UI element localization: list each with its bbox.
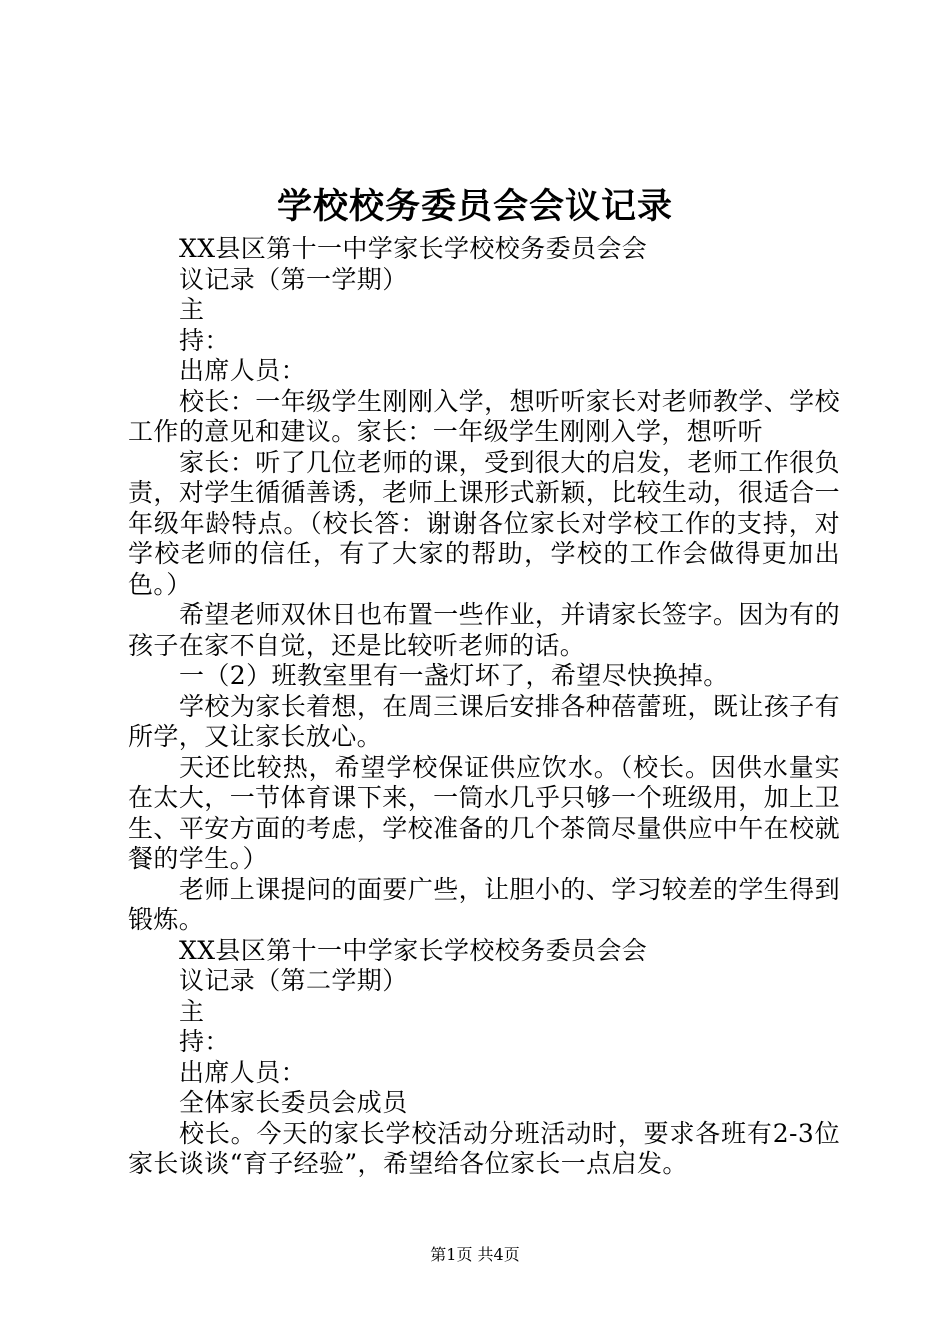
paragraph: 学校为家长着想，在周三课后安排各种蓓蕾班，既让孩子有所学，又让家长放心。 [128, 691, 840, 751]
document-body [128, 234, 840, 1180]
document-title: 学校校务委员会会议记录 [276, 186, 673, 227]
paragraph: XX县区第十一中学家长学校校务委员会会 [179, 234, 648, 263]
paragraph: 持： [179, 1027, 230, 1056]
paragraph: 出席人员： [179, 356, 307, 385]
paragraph: 出席人员： [179, 1057, 307, 1087]
paragraph: 校长：一年级学生刚刚入学，想听听家长对老师教学、学校工作的意见和建议。家长：一年级学生刚刚入学，想听听 [128, 386, 840, 446]
page-footer: 第1页 共4页 [430, 1245, 520, 1264]
paragraph: 家长：听了几位老师的课，受到很大的启发，老师工作很负责，对学生循循善诱，老师上课形式新颖，比较生动，很适合一年级年龄特点。（校长答：谢谢各位家长对学校工作的支持，对学校老师的信任，有了大家的帮助，学校的工作会做得更加出色。） [128, 447, 840, 599]
paragraph: XX县区第十一中学家长学校校务委员会会 [179, 935, 648, 965]
paragraph: 全体家长委员会成员 [179, 1088, 408, 1117]
paragraph: 持： [179, 325, 230, 355]
paragraph: 希望老师双休日也布置一些作业，并请家长签字。因为有的孩子在家不自觉，还是比较听老师的话。 [128, 600, 840, 660]
paragraph: 老师上课提问的面要广些，让胆小的、学习较差的学生得到锻炼。 [128, 874, 840, 934]
paragraph: 校长。今天的家长学校活动分班活动时，要求各班有2-3位家长谈谈“育子经验”，希望给各位家长一点启发。 [128, 1118, 840, 1178]
paragraph: 一（2）班教室里有一盏灯坏了，希望尽快换掉。 [179, 661, 729, 690]
paragraph: 主 [179, 996, 205, 1026]
paragraph: 主 [179, 295, 205, 324]
paragraph: 天还比较热，希望学校保证供应饮水。（校长。因供水量实在太大，一节体育课下来，一筒水几乎只够一个班级用，加上卫生、平安方面的考虑，学校准备的几个茶筒尽量供应中午在校就餐的学生。） [128, 752, 840, 873]
paragraph: 议记录（第二学期） [179, 966, 408, 995]
paragraph: 议记录（第一学期） [179, 264, 408, 294]
